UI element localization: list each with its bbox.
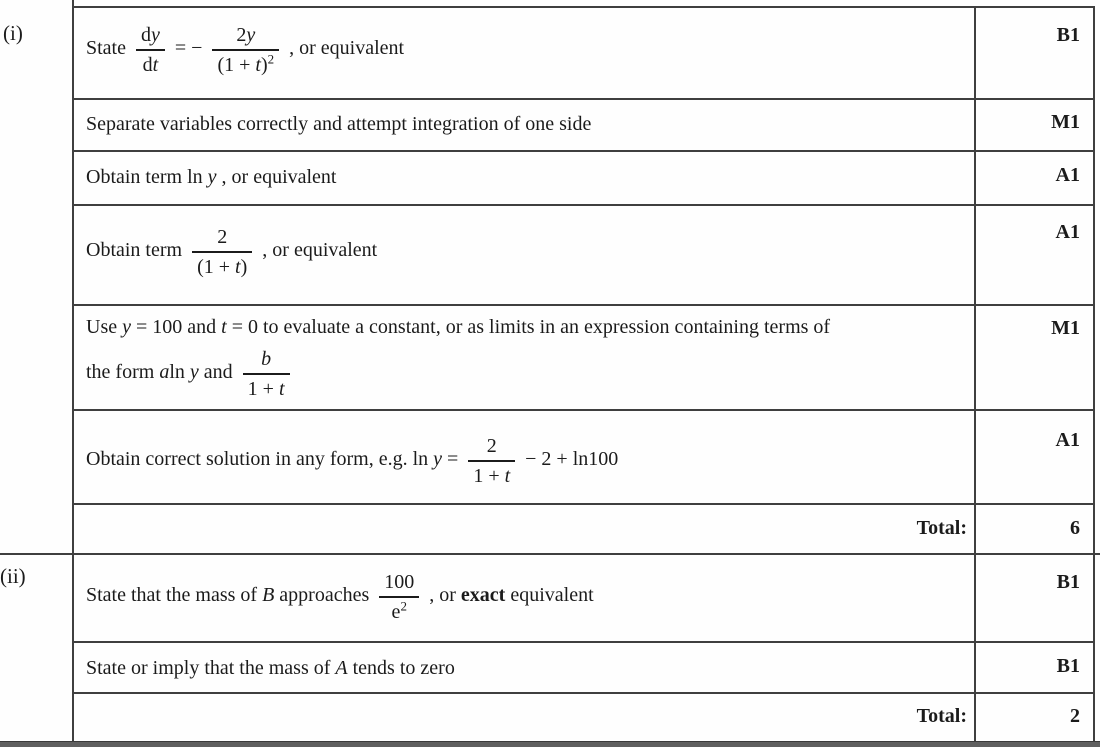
row6-text-post: − 2 + ln100 [525,448,619,471]
row2-description [86,111,970,137]
row1-text-pre: State [86,37,126,60]
fraction-100-over-e-squared [379,569,419,624]
frac-den-open: (1 + [197,256,236,278]
row5-text-b: = 100 and [136,316,217,338]
row5-var-y2: y [189,361,199,384]
row9-text-pre: State or imply that the mass of [86,657,331,679]
row6-text-pre: Obtain correct solution in any form, e.g. ln [86,448,429,471]
frac-den-t: t [504,465,511,487]
row5-text-and: and [203,361,233,384]
row8-var-B: B [262,584,275,607]
row5-text-ln: ln [169,361,185,384]
row5-text-d: the form [86,361,155,384]
table-border-left-column [72,0,74,741]
frac-num-y: y [151,24,160,46]
table-border-bottom [0,741,1100,747]
row3-description [86,164,970,190]
frac-den-t: t [278,378,285,400]
row2-text: Separate variables correctly and attempt integration of one side [86,113,592,135]
mark-row3: A1 [1055,164,1080,186]
row4-text-post: , or equivalent [262,239,378,262]
row4-text-pre: Obtain term [86,239,183,262]
frac-num-2: 2 [236,24,247,46]
frac-den-close: ) [240,256,248,278]
row4-description [86,224,970,279]
row3-var-y: y [207,166,217,188]
row-divider-7 [72,641,1095,643]
row1-text-post: , or equivalent [289,37,405,60]
row6-equals: = [447,448,459,471]
frac-den-open: (1 + [217,54,256,76]
total-value-part-i: 6 [1070,517,1080,539]
total-value-part-ii: 2 [1070,705,1080,727]
mark-row6: A1 [1055,429,1080,451]
frac-num-y: y [246,24,256,46]
row8-text-mid: approaches [279,584,370,607]
row-divider-1 [72,98,1095,100]
frac-den-t: t [235,256,241,278]
row8-text-pre: State that the mass of [86,584,258,607]
frac-den-t: t [255,54,261,76]
frac-num-100: 100 [384,571,415,593]
row5-text-a: Use [86,316,118,338]
section-divider [0,553,1100,555]
table-border-top [72,6,1095,8]
frac-num-2: 2 [486,435,497,457]
row5-var-a: a [159,361,170,384]
row-divider-6 [72,503,1095,505]
row-divider-5 [72,409,1095,411]
mark-row5: M1 [1051,317,1080,339]
row5-text-c: = 0 to evaluate a constant, or as limits in an expression containing terms of [231,316,831,338]
frac-den-exponent: 2 [267,51,275,67]
frac-den-1plus: 1 + [473,465,505,487]
mark-row4: A1 [1055,221,1080,243]
row8-text-or: , or [429,584,456,607]
frac-num-d: d [141,24,151,46]
total-label-part-i: Total: [916,517,967,539]
mark-row9: B1 [1056,655,1080,677]
fraction-2y-over-1plust-squared [212,22,279,77]
row3-text-pre: Obtain term ln [86,166,203,188]
mark-row2: M1 [1051,111,1080,133]
row9-var-A: A [335,657,348,679]
row5-line1 [86,314,970,340]
row6-description [86,433,970,488]
row8-text-exact: exact [460,584,506,607]
frac-num-b: b [261,348,272,370]
row-divider-8 [72,692,1095,694]
part-label-ii: (ii) [0,564,26,588]
row-divider-3 [72,204,1095,206]
row6-var-y: y [433,448,443,471]
frac-den-d: d [142,54,153,76]
row5-var-t: t [221,316,227,338]
row9-text-post: tends to zero [352,657,455,679]
row3-text-post: , or equivalent [221,166,337,188]
row9-description [86,655,970,681]
table-border-marks-column [974,6,976,741]
fraction-2-over-1plust [468,433,515,488]
fraction-2-over-1plust [192,224,252,279]
row5-description [86,314,970,401]
total-label-part-ii: Total: [916,705,967,727]
fraction-b-over-1plust [243,346,290,401]
frac-den-1plus: 1 + [247,378,279,400]
frac-den-t: t [152,54,159,76]
mark-row8: B1 [1056,571,1080,593]
row5-var-y: y [122,316,131,338]
table-border-right [1093,6,1095,741]
frac-num-2: 2 [217,226,228,248]
row8-description [86,569,970,624]
mark-row1: B1 [1056,24,1080,46]
row8-text-equivalent: equivalent [510,584,594,607]
frac-den-close: ) [260,54,268,76]
row1-description [86,22,970,77]
part-label-i: (i) [3,21,23,45]
row-divider-2 [72,150,1095,152]
row-divider-4 [72,304,1095,306]
row1-equals-minus: = − [174,37,203,60]
row5-line2 [86,346,970,401]
frac-den-exponent: 2 [400,598,407,614]
fraction-dy-dt [136,22,165,77]
frac-den-e: e [391,601,401,623]
